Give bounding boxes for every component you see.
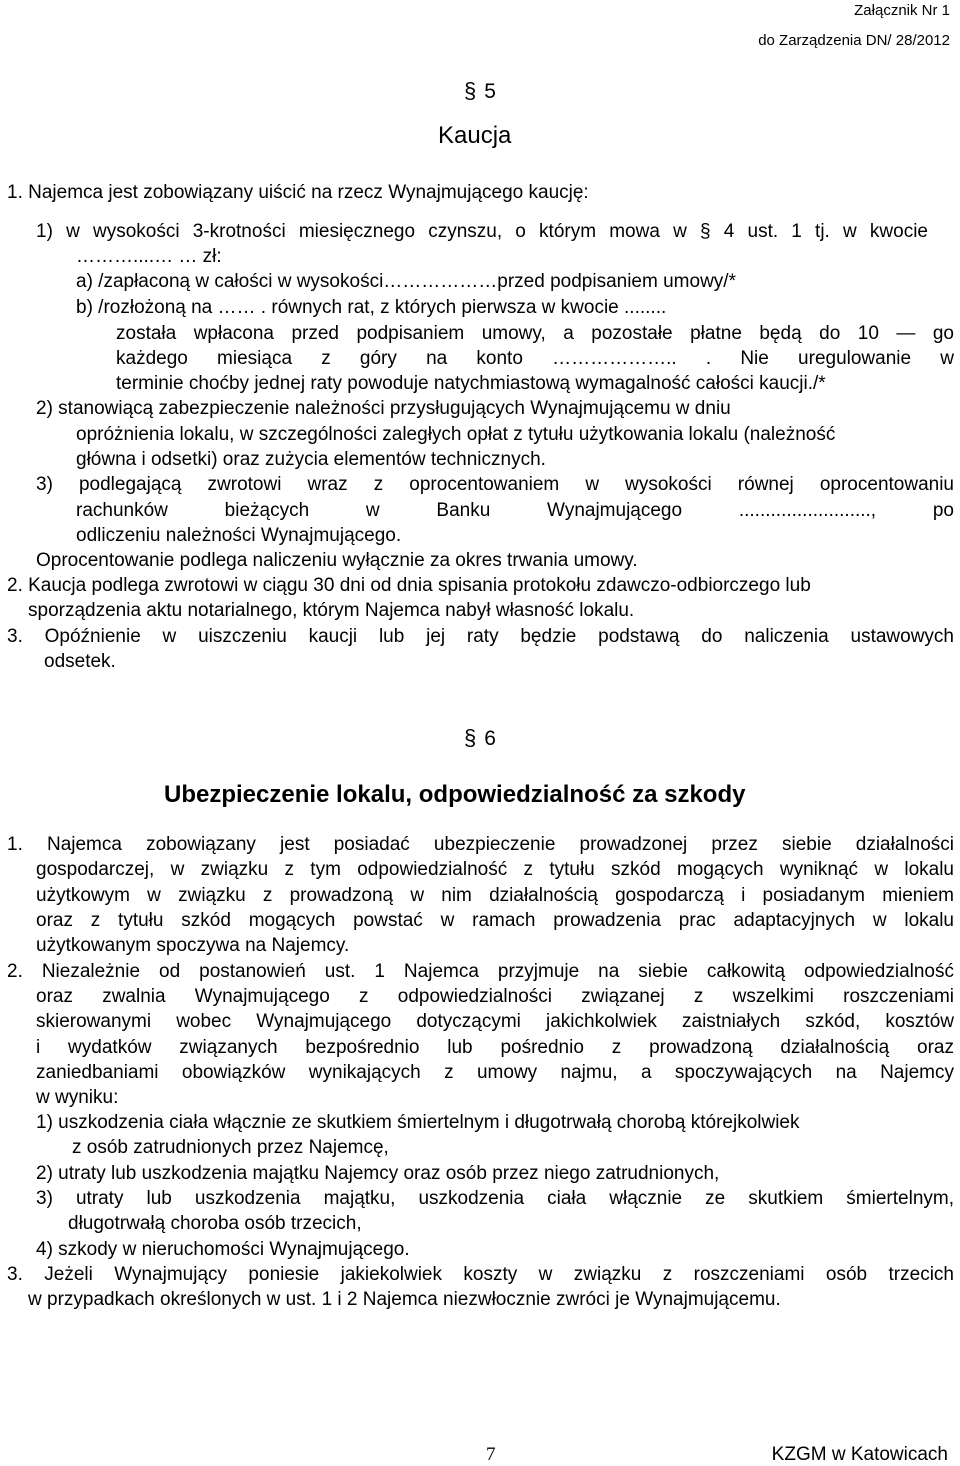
- text-line: terminie choćby jednej raty powoduje natychmiastową wymagalność całości kaucji./*: [116, 373, 826, 394]
- section-5-number: § 5: [464, 78, 496, 103]
- text-line: odliczeniu należności Wynajmującego.: [76, 525, 402, 546]
- text-line: sporządzenia aktu notarialnego, którym Najemca nabył własność lokalu.: [28, 600, 635, 621]
- text-line: została wpłacona przed podpisaniem umowy, a pozostałe płatne będą do 10 — go: [116, 323, 954, 344]
- text-line: 1. Najemca jest zobowiązany uiścić na rzecz Wynajmującego kaucję:: [7, 182, 589, 203]
- text-line: główna i odsetki) oraz zużycia elementów technicznych.: [76, 449, 546, 470]
- section-6-title: Ubezpieczenie lokalu, odpowiedzialność za szkody: [164, 781, 746, 808]
- text-line: 3. Opóźnienie w uiszczeniu kaucji lub jej raty będzie podstawą do naliczenia ustawowych: [7, 626, 954, 647]
- text-line: 3) podlegającą zwrotowi wraz z oprocentowaniem w wysokości równej oprocentowaniu: [36, 474, 954, 495]
- footer-organization: KZGM w Katowicach: [771, 1444, 948, 1465]
- text-line: 4) szkody w nieruchomości Wynajmującego.: [36, 1239, 410, 1260]
- text-line: 2. Kaucja podlega zwrotowi w ciągu 30 dni od dnia spisania protokołu zdawczo-odbiorczego lub: [7, 575, 811, 596]
- text-line: użytkowym w związku z prowadzoną w nim działalnością gospodarczą i posiadanym mieniem: [36, 885, 954, 906]
- text-line: 3) utraty lub uszkodzenia majątku, uszkodzenia ciała włącznie ze skutkiem śmiertelnym,: [36, 1188, 954, 1209]
- text-line: skierowanymi wobec Wynajmującego dotyczącymi jakichkolwiek zaistniałych szkód, kosztów: [36, 1011, 954, 1032]
- text-line: 1. Najemca zobowiązany jest posiadać ubezpieczenie prowadzonej przez siebie działalności: [7, 834, 954, 855]
- text-line: w wyniku:: [36, 1087, 119, 1108]
- text-line: 1) w wysokości 3-krotności miesięcznego czynszu, o którym mowa w § 4 ust. 1 tj. w kwocie: [36, 221, 928, 242]
- text-line: 2) utraty lub uszkodzenia majątku Najemcy oraz osób przez niego zatrudnionych,: [36, 1163, 720, 1184]
- paragraph-icon: §: [464, 725, 477, 750]
- text-line: rachunków bieżących w Banku Wynajmującego ........................., po: [76, 500, 954, 521]
- text-line: b) /rozłożoną na …… . równych rat, z których pierwsza w kwocie ........: [76, 297, 667, 318]
- text-line: 3. Jeżeli Wynajmujący poniesie jakiekolwiek koszty w związku z roszczeniami osób trzecich: [7, 1264, 954, 1285]
- text-line: Oprocentowanie podlega naliczeniu wyłącznie za okres trwania umowy.: [36, 550, 638, 571]
- text-line: oraz zwalnia Wynajmującego z odpowiedzialności związanej z wszelkimi roszczeniami: [36, 986, 954, 1007]
- text-line: z osób zatrudnionych przez Najemcę,: [72, 1137, 389, 1158]
- section-5-title: Kaucja: [438, 122, 512, 149]
- regulation-reference: do Zarządzenia DN/ 28/2012: [758, 32, 950, 49]
- text-line: zaniedbaniami obowiązków wynikających z umowy najmu, a spoczywających na Najemcy: [36, 1062, 954, 1083]
- paragraph-icon: §: [464, 78, 477, 103]
- attachment-label: Załącznik Nr 1: [854, 2, 950, 19]
- page-number: 7: [486, 1444, 496, 1465]
- text-line: 1) uszkodzenia ciała włącznie ze skutkiem śmiertelnym i długotrwałą chorobą którejkolwiek: [36, 1112, 800, 1133]
- text-line: opróżnienia lokalu, w szczególności zaległych opłat z tytułu użytkowania lokalu (należność: [76, 424, 836, 445]
- text-line: odsetek.: [44, 651, 116, 672]
- text-line: użytkowanym spoczywa na Najemcy.: [36, 935, 350, 956]
- text-line: w przypadkach określonych w ust. 1 i 2 Najemca niezwłocznie zwróci je Wynajmującemu.: [28, 1289, 781, 1310]
- text-line: 2) stanowiącą zabezpieczenie należności przysługujących Wynajmującemu w dniu: [36, 398, 731, 419]
- text-line: a) /zapłaconą w całości w wysokości………………przed podpisaniem umowy/*: [76, 271, 736, 292]
- text-line: każdego miesiąca z góry na konto ……………….. . Nie uregulowanie w: [116, 348, 954, 369]
- text-line: oraz z tytułu szkód mogących powstać w ramach prowadzenia prac adaptacyjnych w lokalu: [36, 910, 954, 931]
- text-line: i wydatków związanych bezpośrednio lub pośrednio z prowadzoną działalnością oraz: [36, 1037, 954, 1058]
- section-6-number: § 6: [464, 725, 496, 750]
- text-line: ………....… … zł:: [76, 246, 222, 267]
- text-line: gospodarczej, w związku z tym odpowiedzialność z tytułu szkód mogących wyniknąć w lokalu: [36, 859, 954, 880]
- text-line: 2. Niezależnie od postanowień ust. 1 Najemca przyjmuje na siebie całkowitą odpowiedzialność: [7, 961, 954, 982]
- text-line: długotrwałą choroba osób trzecich,: [68, 1213, 362, 1234]
